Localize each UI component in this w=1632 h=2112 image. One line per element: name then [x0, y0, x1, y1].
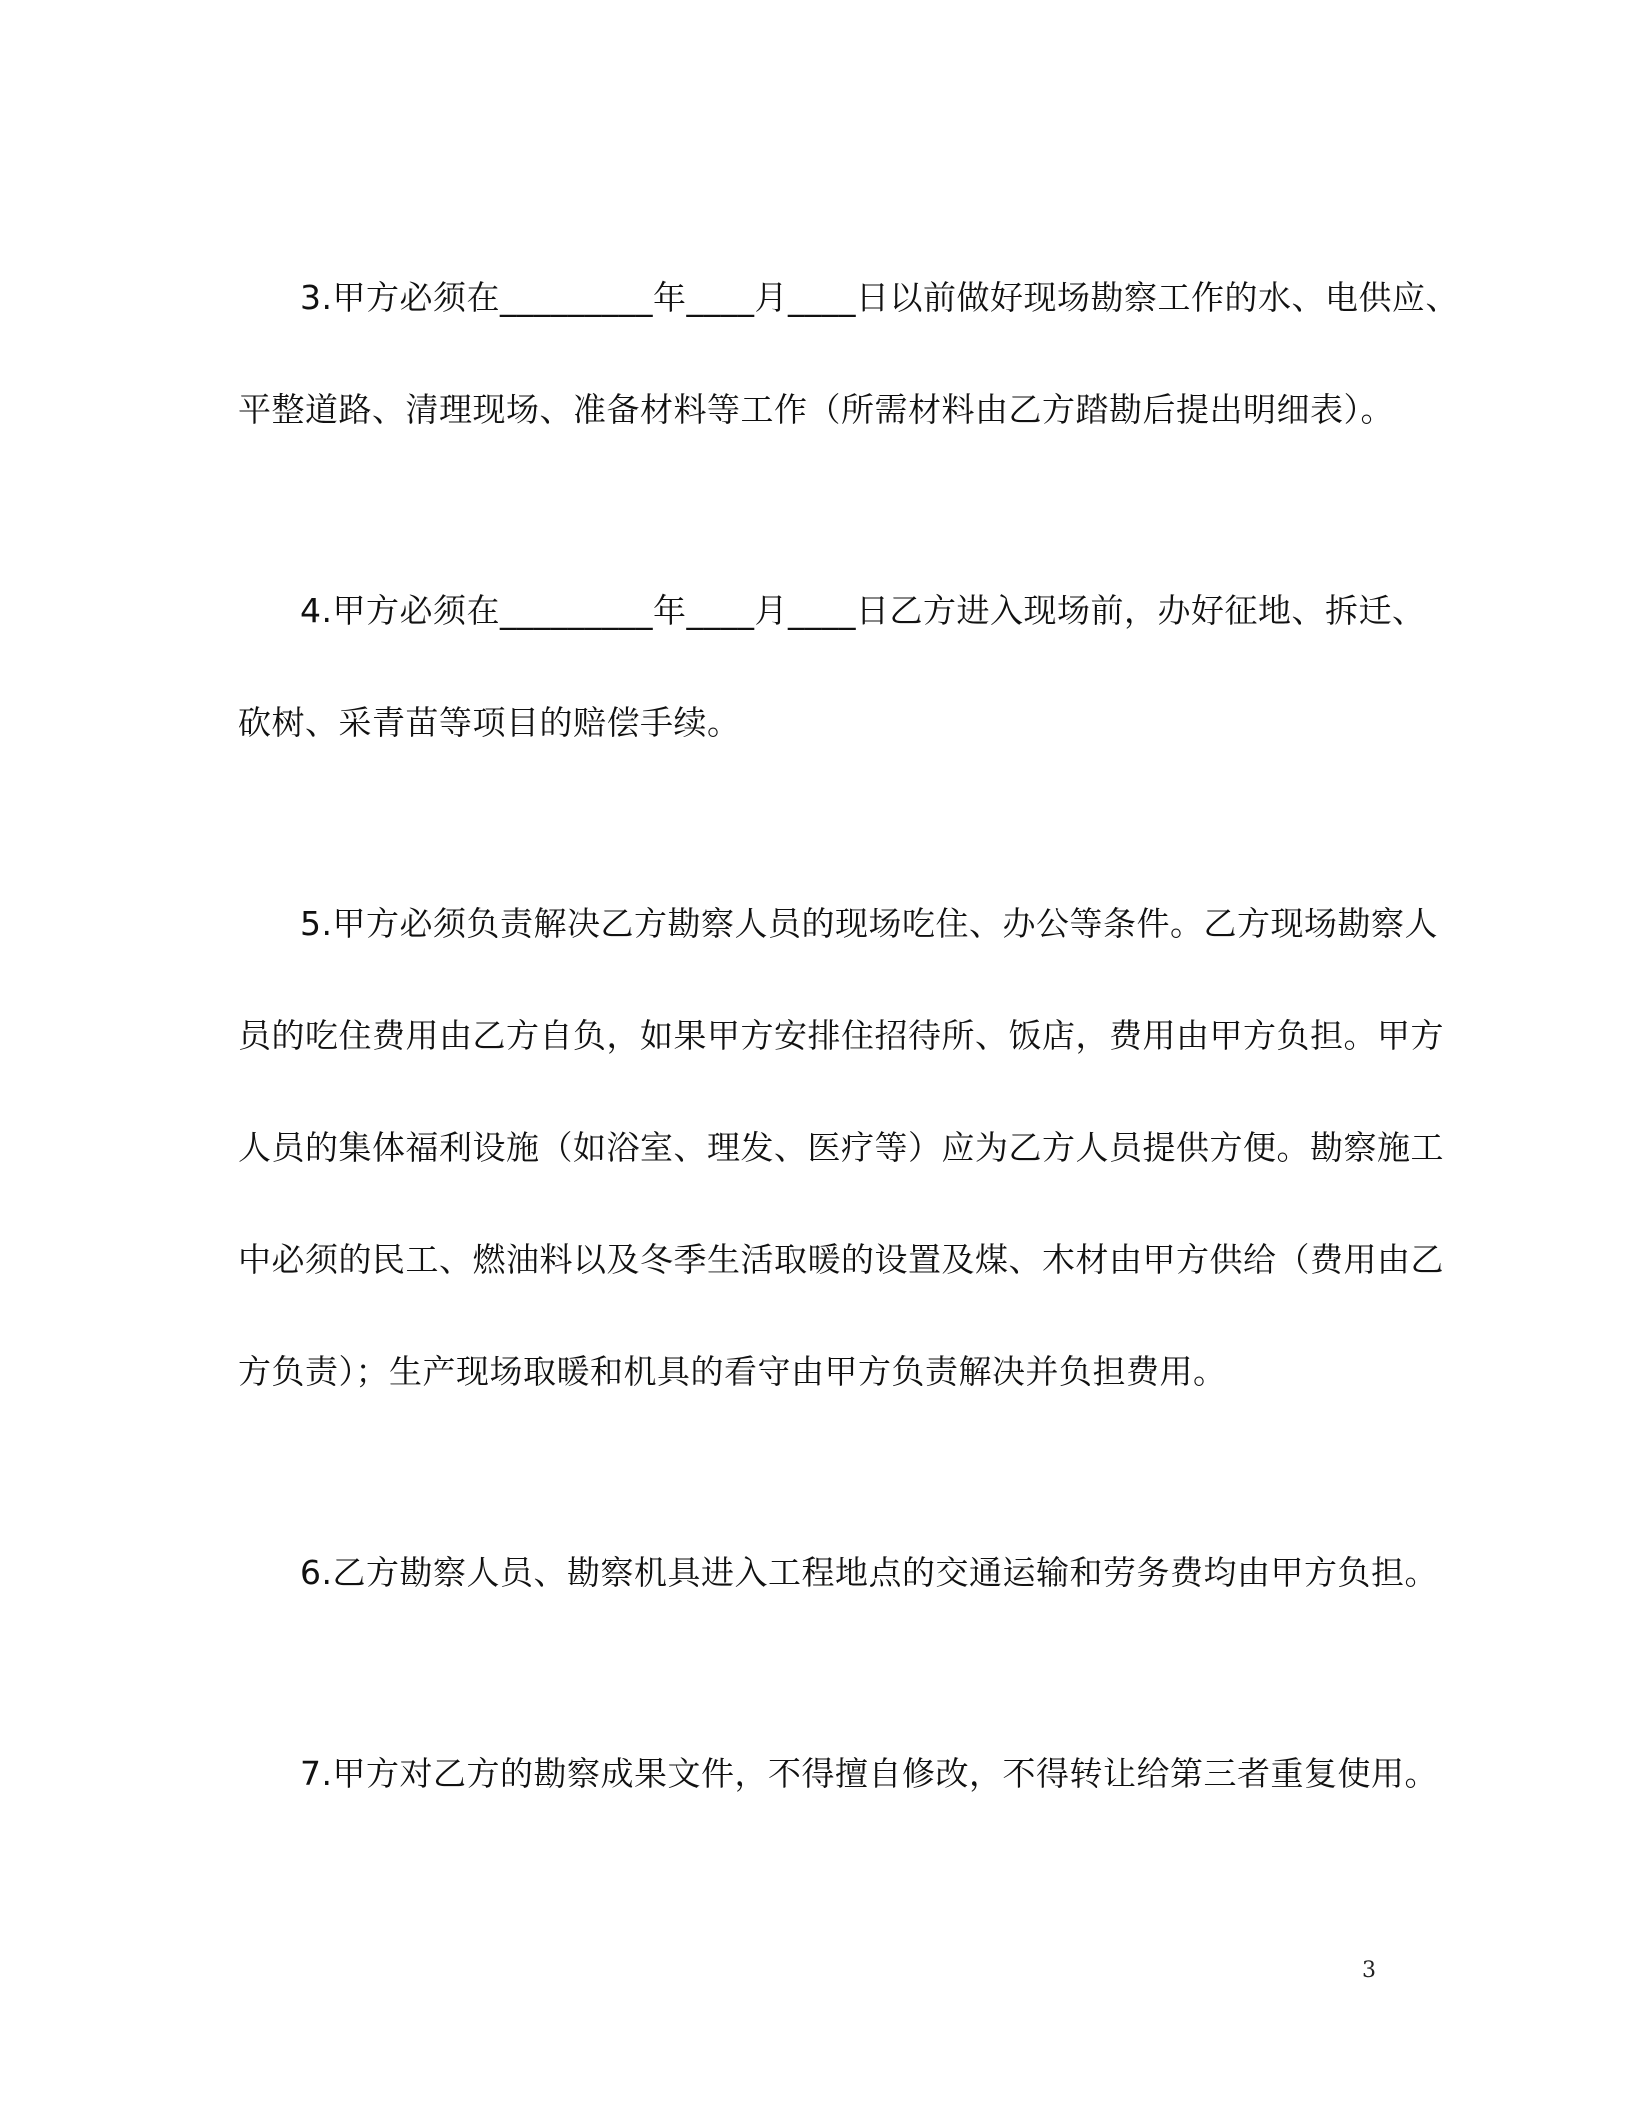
paragraph-3-line-2: 平整道路、清理现场、准备材料等工作（所需材料由乙方踏勘后提出明细表）。 — [238, 390, 1394, 429]
paragraph-6-line-1: 6.乙方勘察人员、勘察机具进入工程地点的交通运输和劳务费均由甲方负担。 — [300, 1553, 1438, 1592]
paragraph-3-line-1: 3.甲方必须在_________年____月____日以前做好现场勘察工作的水、电供应、 — [300, 278, 1459, 317]
paragraph-5-line-2: 员的吃住费用由乙方自负，如果甲方安排住招待所、饭店，费用由甲方负担。甲方 — [238, 1016, 1444, 1055]
paragraph-5-line-5: 方负责）；生产现场取暖和机具的看守由甲方负责解决并负担费用。 — [238, 1352, 1227, 1391]
paragraph-4-line-2: 砍树、采青苗等项目的赔偿手续。 — [238, 703, 741, 742]
page-number: 3 — [1362, 1958, 1376, 1983]
paragraph-5-line-1: 5.甲方必须负责解决乙方勘察人员的现场吃住、办公等条件。乙方现场勘察人 — [300, 904, 1438, 943]
paragraph-5-line-3: 人员的集体福利设施（如浴室、理发、医疗等）应为乙方人员提供方便。勘察施工 — [238, 1128, 1444, 1167]
paragraph-4-line-1: 4.甲方必须在_________年____月____日乙方进入现场前，办好征地、拆迁、 — [300, 591, 1426, 630]
paragraph-7-line-1: 7.甲方对乙方的勘察成果文件，不得擅自修改，不得转让给第三者重复使用。 — [300, 1754, 1438, 1793]
paragraph-5-line-4: 中必须的民工、燃油料以及冬季生活取暖的设置及煤、木材由甲方供给（费用由乙 — [238, 1240, 1444, 1279]
